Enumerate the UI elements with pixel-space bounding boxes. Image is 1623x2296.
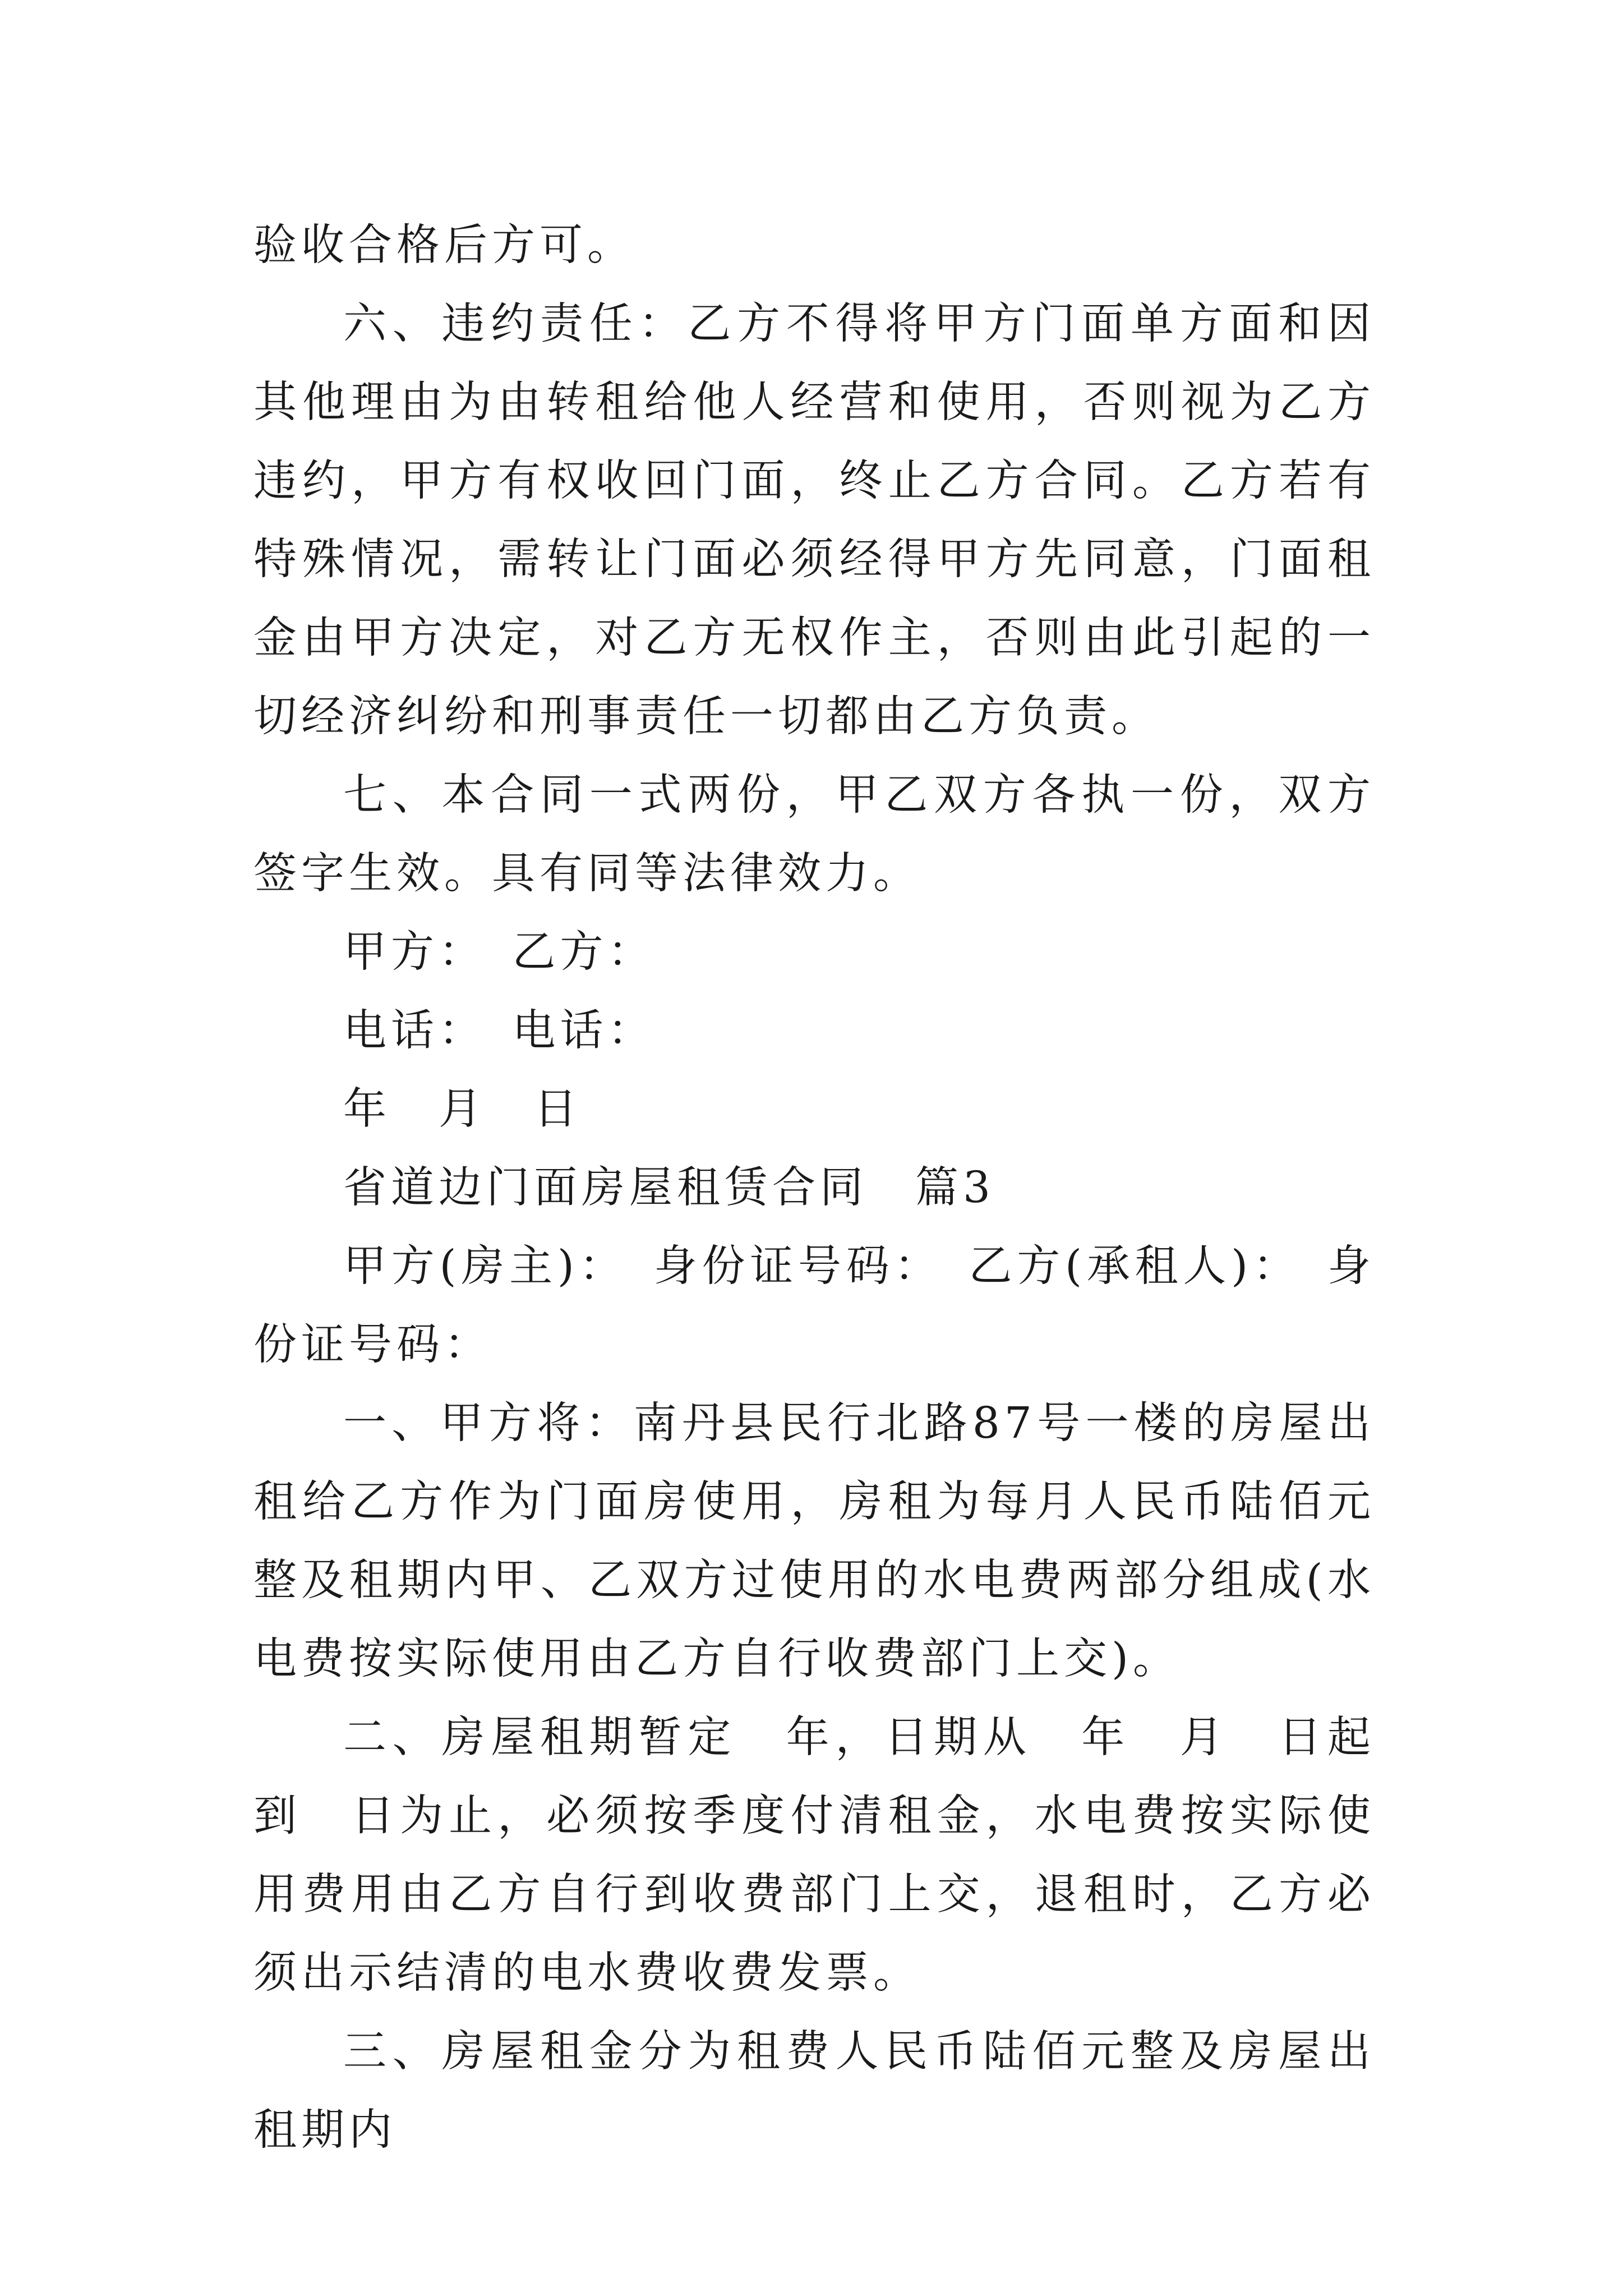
contract-title-3: 省道边门面房屋租赁合同 篇3	[343, 1163, 995, 1213]
parties-id-line: 甲方(房主)： 身份证号码： 乙方(承租人)： 身份证号码：	[253, 1241, 1375, 1370]
signature-date-line: 年 月 日	[343, 1084, 582, 1134]
paragraph-clause-7-copies: 七、本合同一式两份，甲乙双方各执一份，双方签字生效。具有同等法律效力。	[253, 770, 1375, 899]
paragraph-clause-2-term: 二、房屋租期暂定 年，日期从 年 月 日起到 日为止，必须按季度付清租金，水电费按实际使用费用由乙方自行到收费部门上交，退租时，乙方必须出示结清的电水费收费发票。	[253, 1713, 1375, 1998]
signature-parties-line: 甲方： 乙方：	[343, 927, 656, 977]
paragraph-clause-6-liability: 六、违约责任：乙方不得将甲方门面单方面和因其他理由为由转租给他人经营和使用，否则视为乙方违约，甲方有权收回门面，终止乙方合同。乙方若有特殊情况，需转让门面必须经得甲方先同意，门面租金由甲方决定，对乙方无权作主，否则由此引起的一切经济纠纷和刑事责任一切都由乙方负责。	[253, 299, 1375, 742]
paragraph-clause-3-rent: 三、房屋租金分为租费人民币陆佰元整及房屋出租期内	[253, 2027, 1375, 2155]
paragraph-clause-1-property: 一、甲方将：南丹县民行北路87号一楼的房屋出租给乙方作为门面房使用，房租为每月人民币陆佰元整及租期内甲、乙双方过使用的水电费两部分组成(水电费按实际使用由乙方自行收费部门上交)。	[253, 1398, 1375, 1684]
paragraph-acceptance: 验收合格后方可。	[253, 220, 635, 270]
document-body	[253, 206, 1375, 2170]
signature-phone-line: 电话： 电话：	[343, 1006, 656, 1056]
